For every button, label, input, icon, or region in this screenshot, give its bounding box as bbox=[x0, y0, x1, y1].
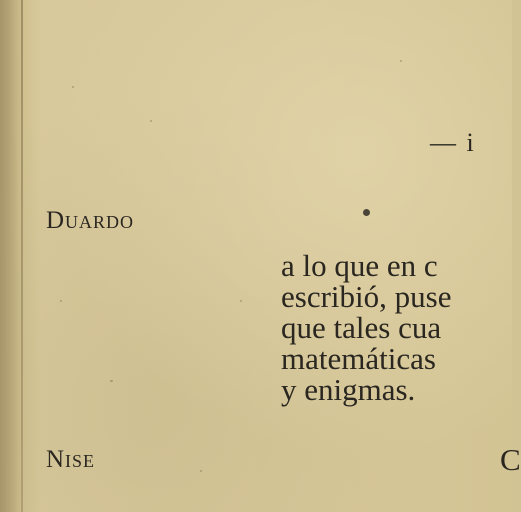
continuation-letter: C bbox=[500, 442, 521, 477]
paper-speck bbox=[110, 380, 113, 382]
paper-speck bbox=[60, 300, 62, 302]
paper-speck bbox=[72, 86, 74, 88]
page-gutter-shadow bbox=[0, 0, 22, 512]
speaker-name-duardo: Duardo bbox=[46, 207, 135, 234]
ink-dot bbox=[363, 209, 370, 216]
paper-speck bbox=[150, 120, 152, 122]
paper-speck bbox=[240, 300, 242, 302]
speech-line: escribió, puse bbox=[281, 279, 452, 314]
speech-line: matemáticas bbox=[281, 341, 436, 376]
speech-block bbox=[281, 250, 521, 405]
paper-speck bbox=[200, 470, 202, 472]
speech-line: a lo que en c bbox=[281, 248, 438, 283]
paper-speck bbox=[400, 60, 402, 62]
page-header: — i bbox=[430, 128, 476, 157]
speaker-name-nise: Nise bbox=[46, 446, 96, 473]
speech-line: y enigmas. bbox=[281, 372, 416, 407]
page-gutter-edge bbox=[21, 0, 23, 512]
speech-line: que tales cua bbox=[281, 310, 442, 345]
